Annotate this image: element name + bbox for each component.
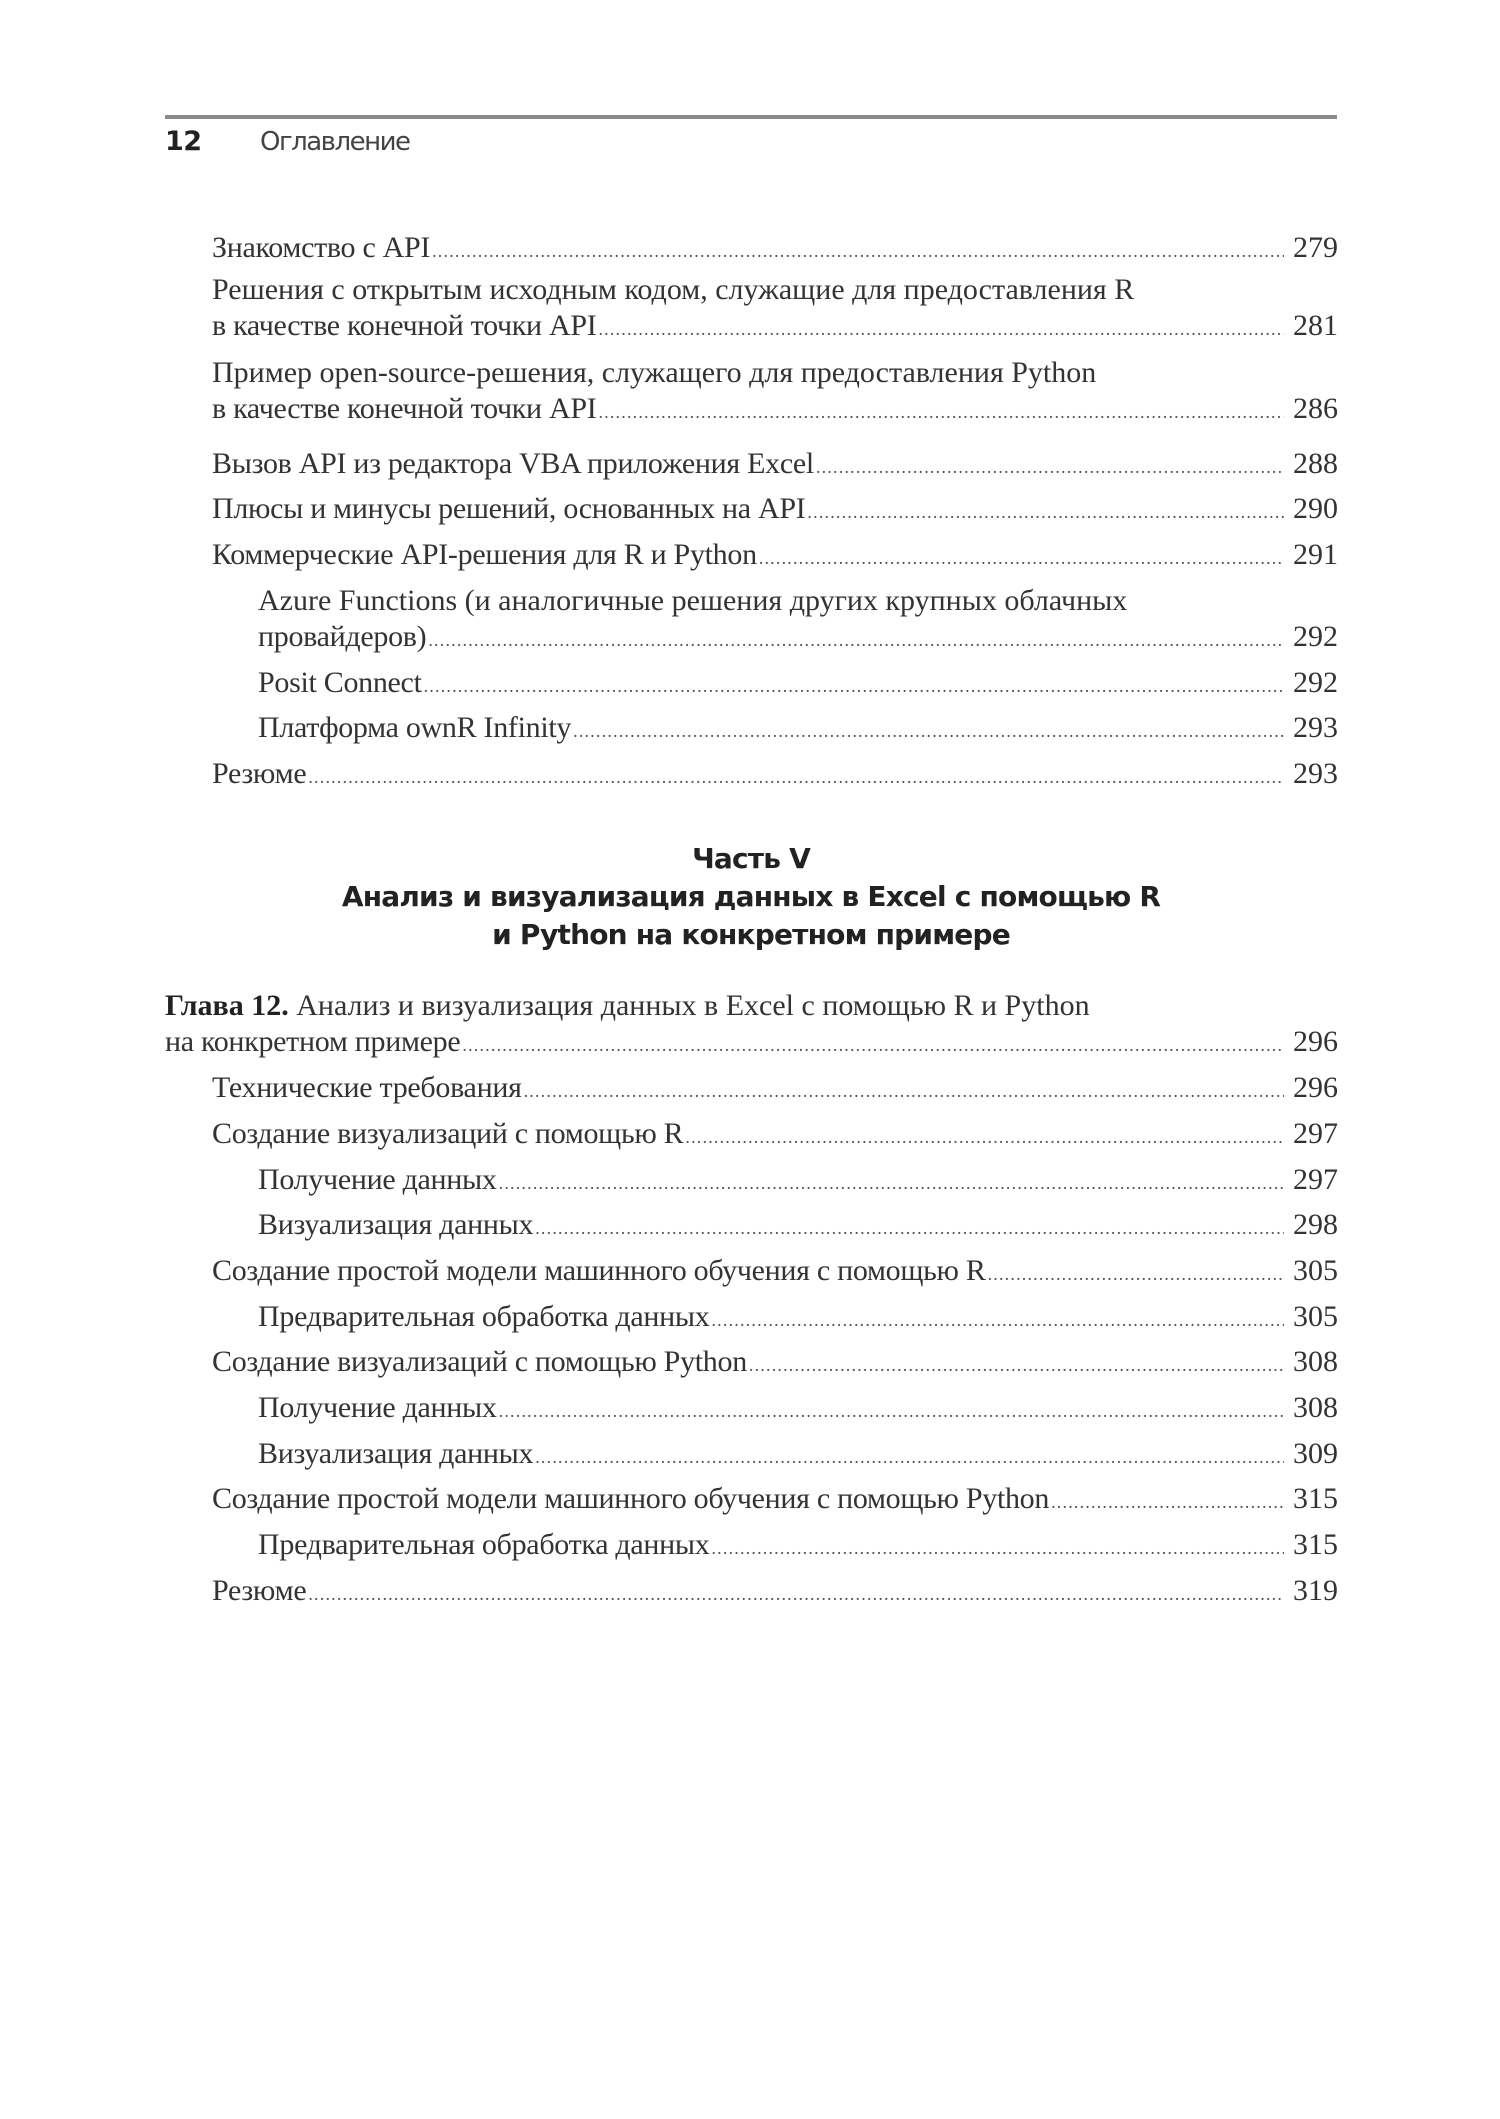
toc-entry-page: 297 [1293,1163,1338,1196]
dot-leader [535,1210,1284,1246]
dot-leader [711,1530,1284,1566]
toc-entry-page: 298 [1293,1208,1338,1241]
chapter-title-cont: на конкретном примере [165,1025,461,1058]
toc-entry[interactable] [212,355,1338,430]
toc-entry-page: 279 [1293,231,1338,264]
header-rule [165,115,1337,119]
toc-entry-page: 297 [1293,1117,1338,1150]
toc-entry-title: Резюме [212,1574,307,1607]
chapter-title: Анализ и визуализация данных в Excel с помощью R и Python [296,989,1090,1022]
dot-leader [1051,1484,1284,1520]
toc-entry-title: Визуализация данных [258,1437,534,1470]
toc-entry-page: 292 [1293,620,1338,653]
dot-leader [598,311,1284,347]
part-heading [165,840,1337,954]
toc-entry[interactable] [258,1207,1338,1246]
toc-entry-title: Технические требования [212,1071,522,1104]
toc-entry[interactable] [258,1299,1338,1338]
toc-entry-page: 288 [1293,447,1338,480]
toc-entry[interactable] [258,1162,1338,1201]
dot-leader [711,1302,1284,1338]
dot-leader [573,713,1284,749]
toc-entry[interactable] [258,710,1338,749]
toc-entry-title: Создание простой модели машинного обучения с помощью R [212,1254,986,1287]
toc-entry[interactable] [212,756,1338,795]
dot-leader [428,622,1284,658]
dot-leader [816,449,1284,485]
toc-entry-page: 315 [1293,1482,1338,1515]
toc-entry-title: Предварительная обработка данных [258,1300,710,1333]
toc-entry-title: Пример open-source-решения, служащего для предоставления Python [212,356,1097,389]
toc-entry-title: Создание визуализаций с помощью R [212,1117,684,1150]
toc-entry-page: 296 [1293,1071,1338,1104]
dot-leader [524,1073,1284,1109]
chapter-label: Глава 12. [165,989,289,1022]
dot-leader [308,1576,1284,1612]
toc-entry-title: Платформа ownR Infinity [258,711,572,744]
toc-entry-page: 291 [1293,538,1338,571]
toc-entry-page: 305 [1293,1254,1338,1287]
toc-entry-title: Плюсы и минусы решений, основанных на API [212,492,806,525]
toc-entry[interactable] [212,272,1338,347]
dot-leader [685,1119,1284,1155]
toc-entry-page: 281 [1293,309,1338,342]
toc-entry-title-cont: провайдеров) [258,620,427,653]
toc-entry-title: Azure Functions (и аналогичные решения других крупных облачных [258,584,1128,617]
toc-entry-page: 309 [1293,1437,1338,1470]
toc-entry-page: 292 [1293,666,1338,699]
part-label: Часть V [692,842,810,875]
toc-entry-page: 296 [1293,1025,1338,1058]
part-title-line1: Анализ и визуализация данных в Excel с помощью R [341,880,1161,913]
toc-entry-page: 308 [1293,1345,1338,1378]
toc-entry-page: 293 [1293,711,1338,744]
toc-entry-title: Создание визуализаций с помощью Python [212,1345,747,1378]
toc-entry-title: Получение данных [258,1391,497,1424]
toc-entry-page: 319 [1293,1574,1338,1607]
dot-leader [499,1393,1284,1429]
toc-entry-page: 293 [1293,757,1338,790]
toc-entry[interactable] [212,1344,1338,1383]
toc-entry-title: Резюме [212,757,307,790]
toc-entry-page: 305 [1293,1300,1338,1333]
running-head [165,126,410,166]
toc-chapter-entry[interactable] [165,988,1338,1063]
toc-entry[interactable] [212,1253,1338,1292]
dot-leader [535,1439,1284,1475]
toc-entry[interactable] [212,1481,1338,1520]
dot-leader [759,540,1284,576]
toc-entry-title: Визуализация данных [258,1208,534,1241]
toc-entry[interactable] [258,583,1338,658]
toc-entry[interactable] [258,1527,1338,1566]
toc-entry-title: Предварительная обработка данных [258,1528,710,1561]
dot-leader [424,668,1284,704]
toc-entry[interactable] [258,665,1338,704]
dot-leader [988,1256,1284,1292]
toc-entry[interactable] [212,230,1338,269]
dot-leader [749,1347,1284,1383]
toc-entry-title: Создание простой модели машинного обучения с помощью Python [212,1482,1050,1515]
dot-leader [462,1027,1284,1063]
toc-entry-title: Коммерческие API-решения для R и Python [212,538,757,571]
toc-entry-page: 286 [1293,392,1338,425]
toc-entry-title: Вызов API из редактора VBA приложения Excel [212,447,814,480]
toc-entry-title: Posit Connect [258,666,422,699]
toc-entry-title: Получение данных [258,1163,497,1196]
toc-entry-title-cont: в качестве конечной точки API [212,309,597,342]
dot-leader [598,394,1284,430]
dot-leader [308,759,1284,795]
running-title: Оглавление [260,127,410,157]
toc-entry[interactable] [212,537,1338,576]
dot-leader [432,233,1284,269]
dot-leader [499,1165,1284,1201]
toc-entry-title: Решения с открытым исходным кодом, служащие для предоставления R [212,273,1135,306]
toc-entry-page: 308 [1293,1391,1338,1424]
toc-entry[interactable] [212,1573,1338,1612]
toc-entry-page: 290 [1293,492,1338,525]
toc-entry-page: 315 [1293,1528,1338,1561]
toc-entry[interactable] [212,491,1338,530]
dot-leader [807,494,1284,530]
toc-entry[interactable] [212,446,1338,485]
toc-entry[interactable] [258,1436,1338,1475]
toc-entry-title: Знакомство с API [212,231,431,264]
toc-entry-title-cont: в качестве конечной точки API [212,392,597,425]
toc-entry[interactable] [258,1390,1338,1429]
page-number: 12 [165,126,202,157]
toc-entry[interactable] [212,1116,1338,1155]
toc-entry[interactable] [212,1070,1338,1109]
part-title-line2: и Python на конкретном примере [492,918,1010,951]
